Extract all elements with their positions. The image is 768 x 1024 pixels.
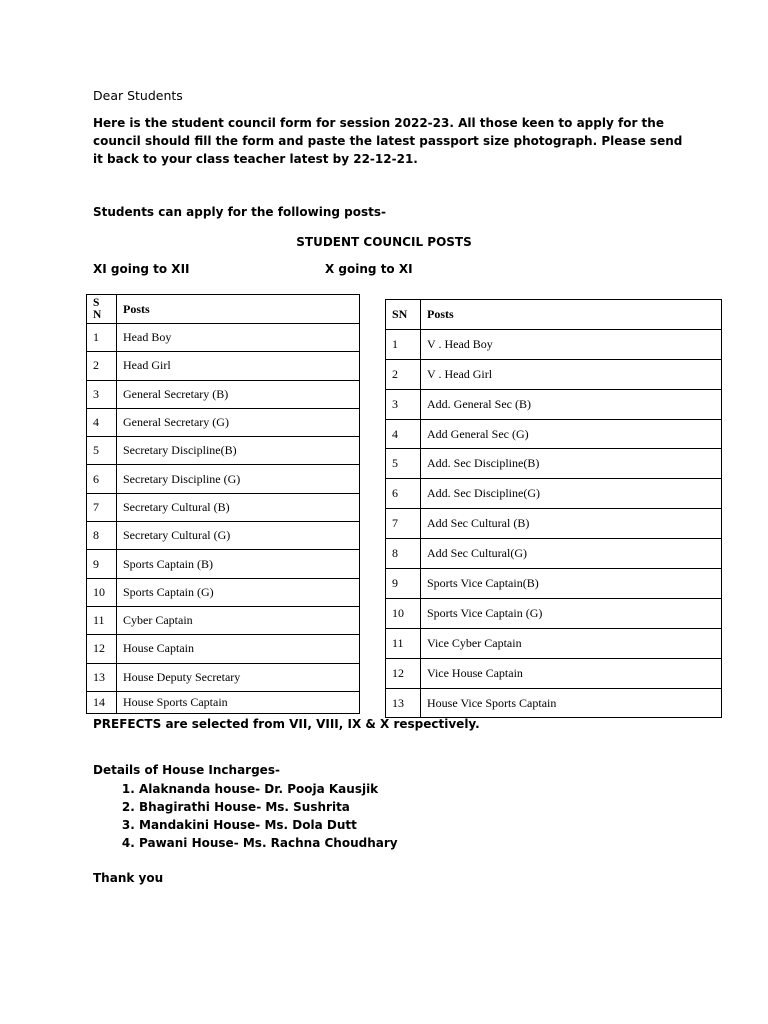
table-row: [386, 539, 722, 569]
row-sn: 11: [87, 606, 117, 634]
table-row: [386, 419, 722, 449]
row-post: Cyber Captain: [117, 606, 360, 634]
row-sn: 13: [87, 663, 117, 691]
table-row: [87, 465, 360, 493]
row-post: Sports Captain (G): [117, 578, 360, 606]
table-row: [87, 550, 360, 578]
row-sn: 6: [386, 479, 421, 509]
row-post: Sports Vice Captain (G): [421, 598, 722, 628]
row-post: House Captain: [117, 635, 360, 663]
right-column-heading: X going to XI: [325, 262, 413, 276]
apply-text: Students can apply for the following posts-: [93, 205, 387, 219]
incharge-item: 2. Bhagirathi House- Ms. Sushrita: [139, 798, 398, 816]
table-header-row: [386, 300, 722, 330]
left-column-heading: XI going to XII: [93, 262, 190, 276]
table-row: [386, 628, 722, 658]
table-header-row: [87, 295, 360, 324]
row-post: Secretary Cultural (B): [117, 493, 360, 521]
row-sn: 4: [386, 419, 421, 449]
table-row: [386, 479, 722, 509]
row-post: Secretary Discipline(B): [117, 437, 360, 465]
row-sn: 7: [386, 509, 421, 539]
intro-paragraph: Here is the student council form for session 2022-23. All those keen to apply for the council should fill the form and paste the latest passport size photograph. Please send it back to your class teacher latest by 22-12-21.: [93, 116, 683, 166]
row-sn: 3: [87, 380, 117, 408]
row-post: House Sports Captain: [117, 691, 360, 713]
table-row: [87, 352, 360, 380]
row-sn: 1: [386, 329, 421, 359]
row-post: Head Boy: [117, 324, 360, 352]
row-post: General Secretary (B): [117, 380, 360, 408]
table-row: [87, 437, 360, 465]
row-sn: 9: [87, 550, 117, 578]
row-post: Add General Sec (G): [421, 419, 722, 449]
header-posts: Posts: [421, 300, 722, 330]
table-row: [87, 380, 360, 408]
incharge-item: 3. Mandakini House- Ms. Dola Dutt: [139, 816, 398, 834]
table-row: [386, 359, 722, 389]
house-incharges-list: [93, 780, 398, 852]
council-title: STUDENT COUNCIL POSTS: [296, 235, 472, 249]
row-post: Vice House Captain: [421, 658, 722, 688]
table-row: [386, 449, 722, 479]
row-sn: 4: [87, 408, 117, 436]
prefects-text: PREFECTS are selected from VII, VIII, IX & X respectively.: [93, 717, 480, 731]
row-post: Sports Captain (B): [117, 550, 360, 578]
row-post: House Deputy Secretary: [117, 663, 360, 691]
row-sn: 14: [87, 691, 117, 713]
row-sn: 1: [87, 324, 117, 352]
greeting: Dear Students: [93, 88, 183, 103]
row-sn: 10: [87, 578, 117, 606]
table-row: [386, 389, 722, 419]
row-sn: 8: [386, 539, 421, 569]
row-post: Sports Vice Captain(B): [421, 569, 722, 599]
header-sn: S N: [87, 295, 117, 324]
row-post: Secretary Cultural (G): [117, 522, 360, 550]
row-sn: 7: [87, 493, 117, 521]
row-post: House Vice Sports Captain: [421, 688, 722, 718]
incharge-item: 4. Pawani House- Ms. Rachna Choudhary: [139, 834, 398, 852]
row-sn: 11: [386, 628, 421, 658]
header-posts: Posts: [117, 295, 360, 324]
table-row: [87, 493, 360, 521]
row-sn: 12: [87, 635, 117, 663]
closing: Thank you: [93, 871, 164, 885]
table-row: [87, 408, 360, 436]
row-sn: 13: [386, 688, 421, 718]
table-row: [87, 691, 360, 713]
row-sn: 10: [386, 598, 421, 628]
row-sn: 3: [386, 389, 421, 419]
row-sn: 8: [87, 522, 117, 550]
row-post: Add. General Sec (B): [421, 389, 722, 419]
details-heading: Details of House Incharges-: [93, 763, 280, 777]
table-row: [386, 598, 722, 628]
row-post: Head Girl: [117, 352, 360, 380]
row-post: Add Sec Cultural(G): [421, 539, 722, 569]
row-post: Vice Cyber Captain: [421, 628, 722, 658]
table-row: [386, 569, 722, 599]
table-row: [87, 663, 360, 691]
row-sn: 2: [386, 359, 421, 389]
table-row: [87, 635, 360, 663]
table-row: [87, 606, 360, 634]
row-post: V . Head Girl: [421, 359, 722, 389]
row-sn: 6: [87, 465, 117, 493]
table-row: [87, 578, 360, 606]
row-sn: 2: [87, 352, 117, 380]
table-row: [87, 522, 360, 550]
row-sn: 9: [386, 569, 421, 599]
row-post: V . Head Boy: [421, 329, 722, 359]
row-post: Secretary Discipline (G): [117, 465, 360, 493]
row-sn: 5: [386, 449, 421, 479]
header-sn: SN: [386, 300, 421, 330]
incharge-item: 1. Alaknanda house- Dr. Pooja Kausjik: [139, 780, 398, 798]
table-row: [386, 688, 722, 718]
right-posts-table: [385, 299, 722, 718]
table-row: [87, 324, 360, 352]
row-post: Add. Sec Discipline(B): [421, 449, 722, 479]
row-post: General Secretary (G): [117, 408, 360, 436]
table-row: [386, 509, 722, 539]
left-posts-table: [86, 294, 360, 714]
table-row: [386, 329, 722, 359]
row-post: Add. Sec Discipline(G): [421, 479, 722, 509]
row-sn: 5: [87, 437, 117, 465]
row-post: Add Sec Cultural (B): [421, 509, 722, 539]
row-sn: 12: [386, 658, 421, 688]
table-row: [386, 658, 722, 688]
